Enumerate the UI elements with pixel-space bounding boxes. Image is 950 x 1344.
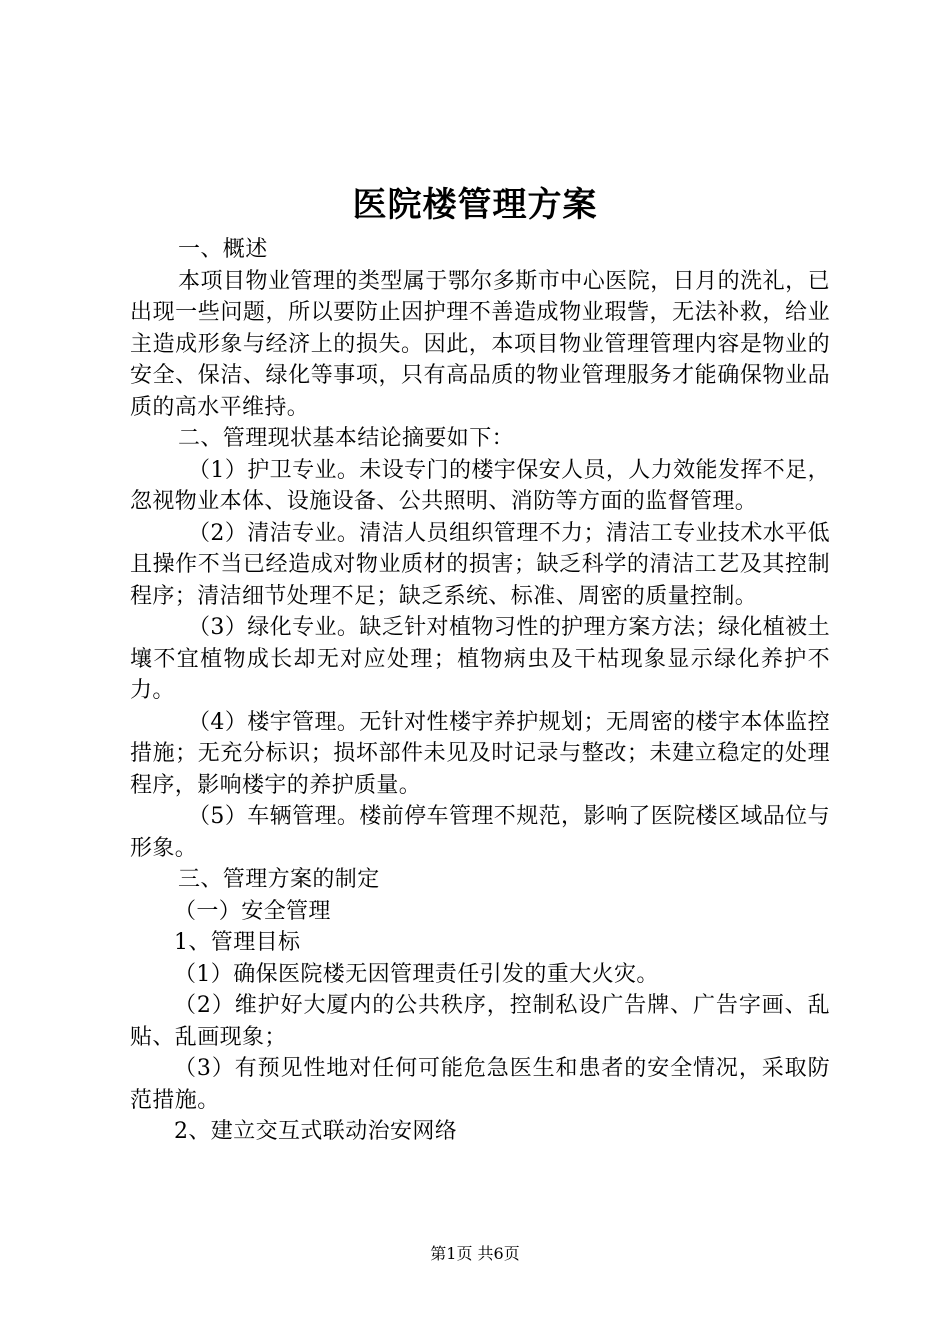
- section-heading-overview: 一、概述: [178, 237, 268, 262]
- item-heading-goals: 1、管理目标: [174, 930, 301, 955]
- paragraph-goal-3: （3）有预见性地对任何可能危急医生和患者的安全情况，采取防范措施。: [130, 1056, 830, 1113]
- paragraph-guard: （1）护卫专业。未设专门的楼宇保安人员，人力效能发挥不足，忽视物业本体、设施设备、公共照明、消防等方面的监督管理。: [130, 457, 830, 514]
- section-heading-plan: 三、管理方案的制定: [178, 867, 380, 892]
- paragraph-cleaning: （2）清洁专业。清洁人员组织管理不力；清洁工专业技术水平低且操作不当已经造成对物业质材的损害；缺乏科学的清洁工艺及其控制程序；清洁细节处理不足；缺乏系统、标准、周密的质量控制。: [130, 520, 830, 609]
- item-heading-network: 2、建立交互式联动治安网络: [174, 1119, 458, 1144]
- paragraph-overview: 本项目物业管理的类型属于鄂尔多斯市中心医院，日月的洗礼，已出现一些问题，所以要防止因护理不善造成物业瑕訾，无法补救，给业主造成形象与经济上的损失。因此，本项目物业管理管理内容是物业的安全、保洁、绿化等事项，只有高品质的物业管理服务才能确保物业品质的高水平维持。: [130, 268, 830, 420]
- paragraph-building: （4）楼宇管理。无针对性楼宇养护规划；无周密的楼宇本体监控措施；无充分标识；损坏部件未见及时记录与整改；未建立稳定的处理程序，影响楼宇的养护质量。: [130, 709, 830, 798]
- paragraph-goal-1: （1）确保医院楼无因管理责任引发的重大火灾。: [174, 961, 659, 987]
- document-title: 医院楼管理方案: [352, 185, 598, 225]
- page-number-footer: 第1页 共6页: [430, 1244, 520, 1263]
- document-body: [130, 234, 830, 1148]
- section-heading-status: 二、管理现状基本结论摘要如下：: [178, 426, 515, 451]
- paragraph-goal-2: （2）维护好大厦内的公共秩序，控制私设广告牌、广告字画、乱贴、乱画现象；: [130, 993, 830, 1050]
- paragraph-vehicle: （5）车辆管理。楼前停车管理不规范，影响了医院楼区域品位与形象。: [130, 804, 830, 861]
- subsection-heading-security: （一）安全管理: [174, 898, 331, 924]
- paragraph-greening: （3）绿化专业。缺乏针对植物习性的护理方案方法；绿化植被土壤不宜植物成长却无对应处理；植物病虫及干枯现象显示绿化养护不力。: [130, 615, 830, 703]
